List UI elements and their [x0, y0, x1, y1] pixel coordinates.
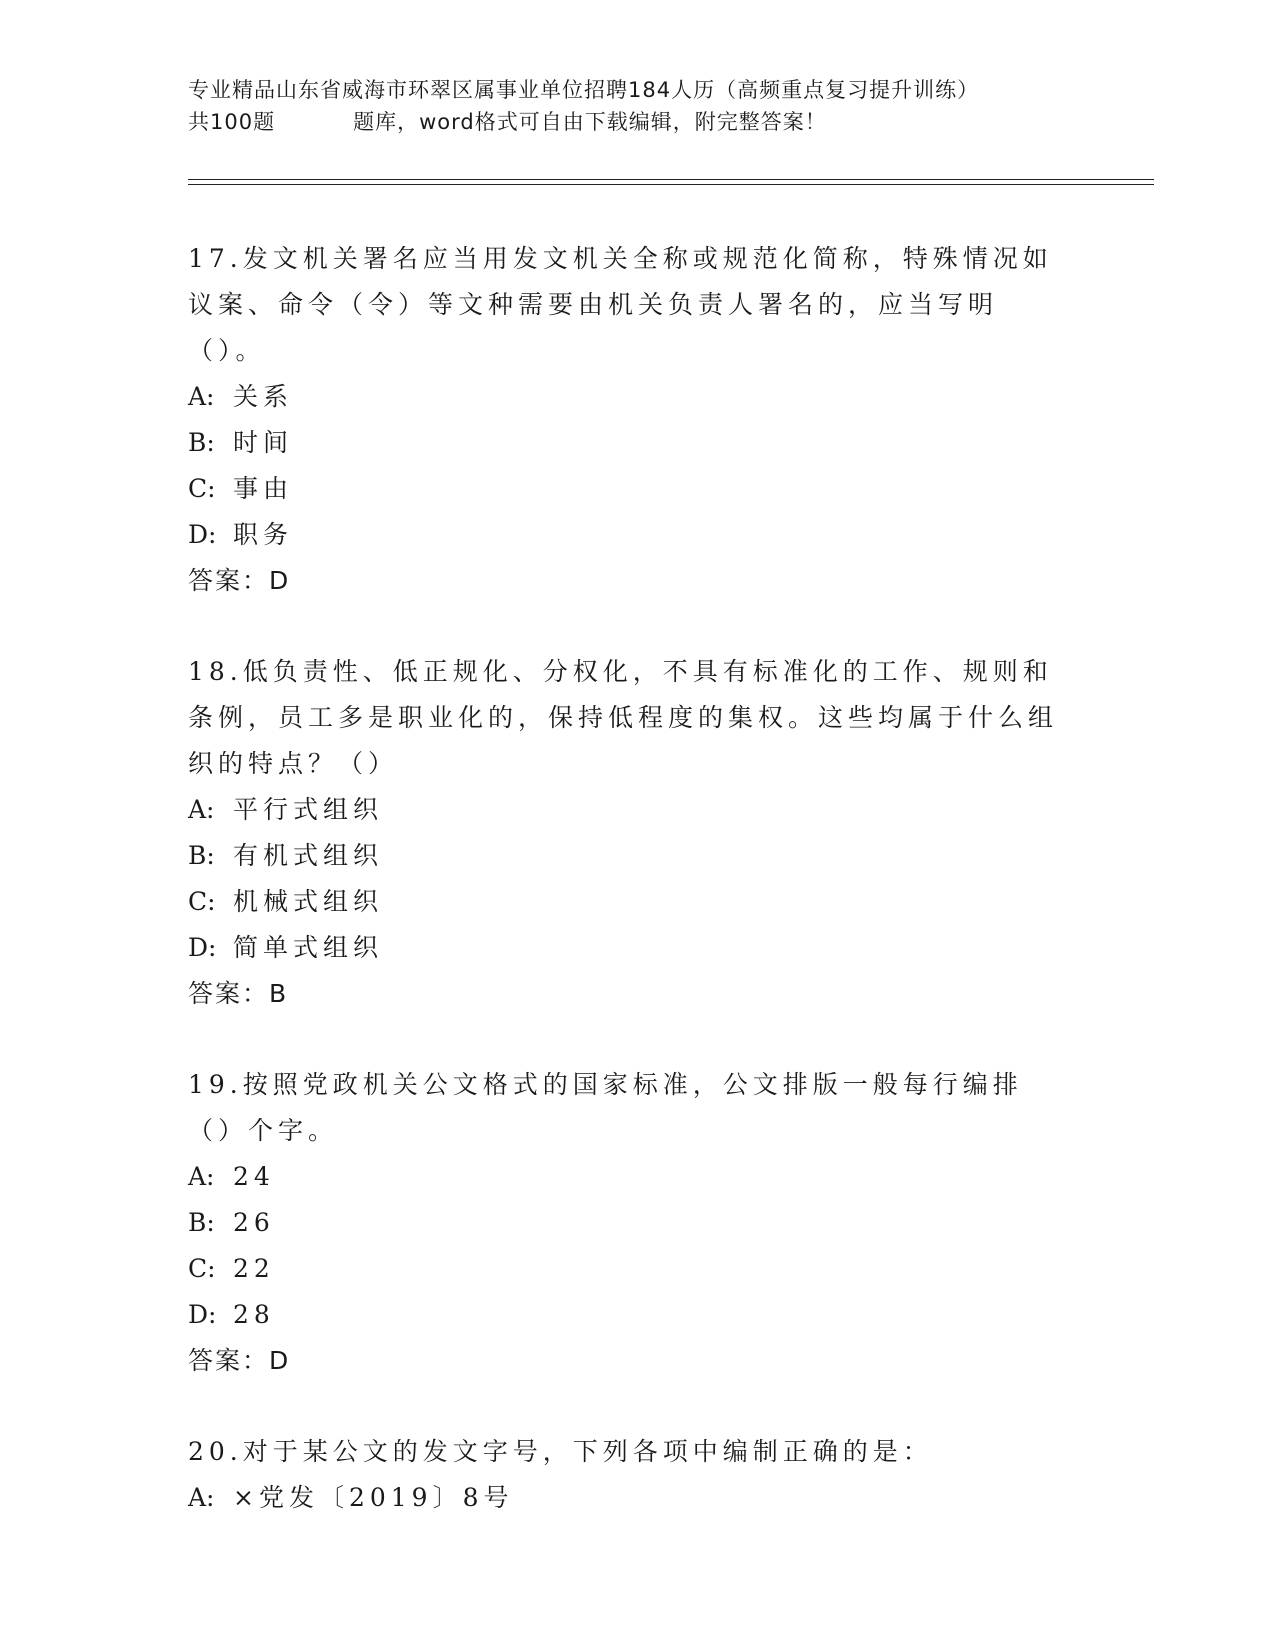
question-18	[188, 649, 1068, 1017]
option-a: A: 24	[188, 1162, 275, 1191]
question-19	[188, 1062, 1068, 1384]
question-stem: 18.低负责性、低正规化、分权化，不具有标准化的工作、规则和条例，员工多是职业化的，保持低程度的集权。这些均属于什么组织的特点？（）	[188, 657, 1059, 778]
option-c: C: 事由	[188, 474, 294, 503]
answer-line: 答案：D	[188, 566, 291, 595]
question-17	[188, 236, 1068, 604]
header-divider-top	[188, 179, 1154, 180]
option-d: D: 28	[188, 1300, 275, 1329]
option-d: D: 职务	[188, 520, 294, 549]
header-description: 题库，word格式可自由下载编辑，附完整答案！	[353, 110, 827, 134]
question-stem: 19.按照党政机关公文格式的国家标准，公文排版一般每行编排（）个字。	[188, 1070, 1023, 1145]
option-b: B: 时间	[188, 428, 294, 457]
header-title-line1: 专业精品山东省威海市环翠区属事业单位招聘184人历（高频重点复习提升训练）	[188, 78, 980, 102]
question-stem: 17.发文机关署名应当用发文机关全称或规范化简称，特殊情况如议案、命令（令）等文种需要由机关负责人署名的，应当写明（）。	[188, 244, 1053, 365]
option-d: D: 简单式组织	[188, 933, 384, 962]
header-question-count: 共100题	[188, 110, 276, 134]
option-c: C: 机械式组织	[188, 887, 384, 916]
option-c: C: 22	[188, 1254, 275, 1283]
answer-line: 答案：B	[188, 979, 289, 1008]
option-a: A: 平行式组织	[188, 795, 384, 824]
answer-line: 答案：D	[188, 1346, 291, 1375]
header-divider-bottom	[188, 184, 1154, 185]
question-20	[188, 1429, 1068, 1521]
option-b: B: 26	[188, 1208, 275, 1237]
question-stem: 20.对于某公文的发文字号，下列各项中编制正确的是：	[188, 1437, 933, 1466]
document-header	[188, 74, 1088, 138]
header-title-line2	[188, 106, 1088, 138]
option-a: A: ×党发〔2019〕8号	[188, 1483, 514, 1512]
option-b: B: 有机式组织	[188, 841, 384, 870]
question-list	[188, 236, 1068, 1566]
option-a: A: 关系	[188, 382, 294, 411]
